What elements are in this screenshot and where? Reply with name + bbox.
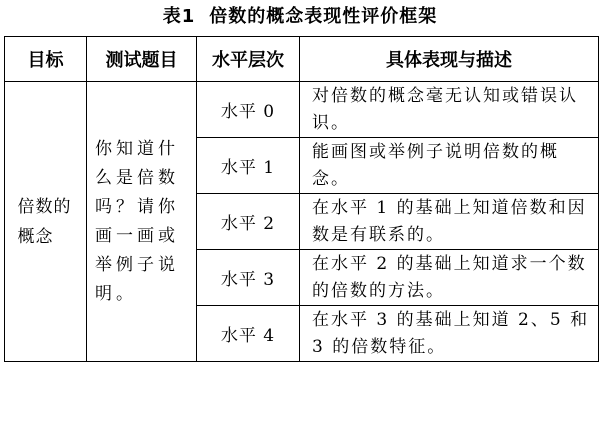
- description-cell: 能画图或举例子说明倍数的概念。: [300, 138, 599, 194]
- goal-cell: [5, 82, 87, 362]
- level-cell: 水平 3: [197, 250, 300, 306]
- table-number: 表1: [162, 6, 196, 27]
- table-title: 倍数的概念表现性评价框架: [209, 6, 438, 27]
- level-cell: 水平 1: [197, 138, 300, 194]
- header-description: 具体表现与描述: [300, 37, 599, 82]
- header-goal: 目标: [5, 37, 87, 82]
- description-cell: 在水平 2 的基础上知道求一个数的倍数的方法。: [300, 250, 599, 306]
- level-cell: 水平 4: [197, 306, 300, 362]
- description-cell: 在水平 3 的基础上知道 2、5 和 3 的倍数特征。: [300, 306, 599, 362]
- evaluation-framework-table: [4, 36, 599, 362]
- description-cell: 在水平 1 的基础上知道倍数和因数是有联系的。: [300, 194, 599, 250]
- question-cell: 你知道什么是倍数吗？请你画一画或举例子说明。: [87, 82, 197, 362]
- level-cell: 水平 2: [197, 194, 300, 250]
- goal-text: 倍数的概念: [17, 196, 72, 247]
- table-caption: [0, 4, 600, 30]
- header-row: [5, 37, 599, 82]
- description-cell: 对倍数的概念毫无认知或错误认识。: [300, 82, 599, 138]
- table-row: [5, 82, 599, 138]
- level-cell: 水平 0: [197, 82, 300, 138]
- header-question: 测试题目: [87, 37, 197, 82]
- header-level: 水平层次: [197, 37, 300, 82]
